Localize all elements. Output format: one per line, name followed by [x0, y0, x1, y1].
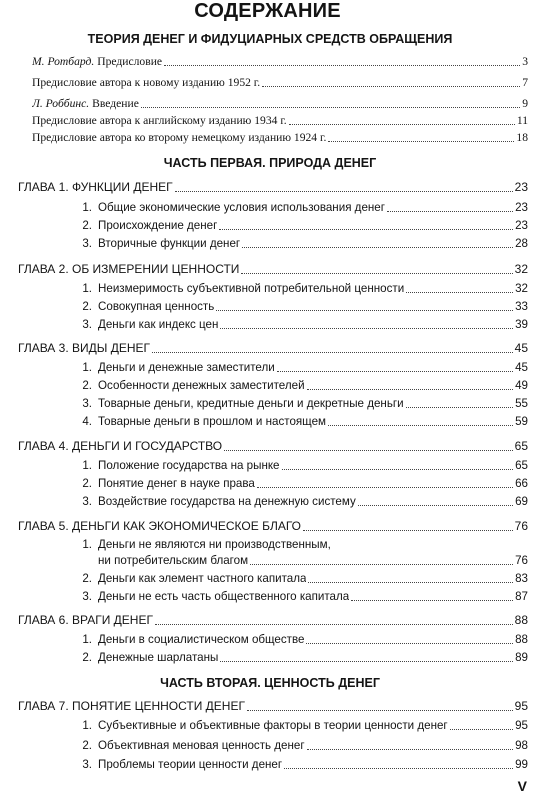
- intro-heading: ТЕОРИЯ ДЕНЕГ И ФИДУЦИАРНЫХ СРЕДСТВ ОБРАЩЕНИЯ: [87, 31, 453, 47]
- section-number: 2.: [82, 739, 92, 752]
- section-page: 28: [515, 237, 528, 250]
- section-page: 99: [515, 758, 528, 771]
- dot-leader: [250, 564, 513, 565]
- dot-leader: [141, 107, 520, 108]
- section-page: 59: [515, 415, 528, 428]
- section-entry[interactable]: [80, 378, 528, 393]
- section-entry[interactable]: [80, 476, 528, 491]
- section-page: 83: [515, 572, 528, 585]
- toc-entry[interactable]: [32, 130, 528, 145]
- chapter-title: ГЛАВА 6. ВРАГИ ДЕНЕГ: [18, 613, 153, 627]
- section-page: 39: [515, 318, 528, 331]
- entry-text: Предисловие: [94, 55, 163, 68]
- part-heading: ЧАСТЬ ВТОРАЯ. ЦЕННОСТЬ ДЕНЕГ: [160, 675, 380, 691]
- section-number: 3.: [82, 758, 92, 771]
- chapter-title: ГЛАВА 4. ДЕНЬГИ И ГОСУДАРСТВО: [18, 439, 223, 453]
- chapter-page: 95: [514, 699, 528, 713]
- toc-entry[interactable]: [32, 96, 528, 111]
- section-page: 32: [515, 282, 528, 295]
- section-entry[interactable]: [80, 571, 528, 586]
- section-text: Воздействие государства на денежную систему: [98, 495, 356, 508]
- chapter-title: ГЛАВА 5. ДЕНЬГИ КАК ЭКОНОМИЧЕСКОЕ БЛАГО: [18, 519, 301, 533]
- section-page: 88: [515, 633, 528, 646]
- dot-leader: [247, 710, 513, 711]
- section-number: 1.: [82, 282, 92, 295]
- section-entry[interactable]: [80, 317, 528, 332]
- page-title: СОДЕРЖАНИЕ: [194, 0, 341, 22]
- dot-leader: [358, 505, 513, 506]
- dot-leader: [219, 229, 513, 230]
- entry-page: 3: [522, 55, 528, 68]
- chapter-entry[interactable]: [18, 519, 528, 534]
- section-page: 45: [515, 361, 528, 374]
- section-page: 23: [515, 219, 528, 232]
- chapter-entry[interactable]: [18, 180, 528, 195]
- dot-leader: [308, 582, 513, 583]
- section-text: Происхождение денег: [98, 219, 218, 232]
- section-page: 87: [515, 590, 528, 603]
- entry-author: М. Ротбард.: [32, 55, 95, 68]
- section-entry[interactable]: [80, 632, 528, 647]
- dot-leader: [242, 247, 513, 248]
- dot-leader: [220, 661, 513, 662]
- section-text: Деньги как индекс цен: [98, 318, 219, 331]
- section-entry[interactable]: [80, 396, 528, 411]
- section-entry[interactable]: [80, 299, 528, 314]
- section-entry[interactable]: [80, 757, 528, 772]
- section-text: Субъективные и объективные факторы в теории ценности денег: [98, 719, 448, 732]
- dot-leader: [155, 624, 513, 625]
- section-text: Особенности денежных заместителей: [98, 379, 305, 392]
- section-entry-line1[interactable]: [82, 537, 331, 552]
- section-number: 1.: [82, 719, 92, 732]
- section-page: 49: [515, 379, 528, 392]
- section-number: 4.: [82, 415, 92, 428]
- part-heading: ЧАСТЬ ПЕРВАЯ. ПРИРОДА ДЕНЕГ: [163, 155, 377, 171]
- entry-text: Предисловие автора к английскому изданию 1934 г.: [32, 114, 287, 127]
- section-entry[interactable]: [80, 281, 528, 296]
- section-text: Общие экономические условия использования денег: [98, 201, 385, 214]
- dot-leader: [450, 729, 513, 730]
- dot-leader: [216, 310, 513, 311]
- dot-leader: [307, 389, 514, 390]
- section-page: 65: [515, 459, 528, 472]
- chapter-entry[interactable]: [18, 439, 528, 454]
- section-number: 3.: [82, 318, 92, 331]
- entry-author: Л. Роббинс.: [32, 97, 90, 110]
- dot-leader: [220, 328, 513, 329]
- dot-leader: [306, 643, 513, 644]
- toc-entry[interactable]: [32, 75, 528, 90]
- chapter-entry[interactable]: [18, 613, 528, 628]
- section-text: Деньги в социалистическом обществе: [98, 633, 305, 646]
- section-entry[interactable]: [80, 650, 528, 665]
- chapter-page: 65: [514, 439, 528, 453]
- entry-text: Предисловие автора ко второму немецкому изданию 1924 г.: [32, 131, 327, 144]
- section-text: Объективная меновая ценность денег: [98, 739, 305, 752]
- dot-leader: [406, 292, 513, 293]
- section-number: 2.: [82, 300, 92, 313]
- dot-leader: [307, 749, 514, 750]
- section-text: Товарные деньги, кредитные деньги и декретные деньги: [98, 397, 404, 410]
- section-entry[interactable]: [80, 414, 528, 429]
- section-text: Деньги не есть часть общественного капитала: [98, 590, 350, 603]
- chapter-entry[interactable]: [18, 699, 528, 714]
- section-text-continued: ни потребительским благом: [98, 554, 249, 567]
- dot-leader: [241, 273, 512, 274]
- entry-page: 7: [522, 76, 528, 89]
- toc-entry[interactable]: [32, 54, 528, 69]
- section-number: 1.: [82, 201, 92, 214]
- entry-page: 9: [522, 97, 528, 110]
- section-entry[interactable]: [80, 236, 528, 251]
- section-text: Деньги как элемент частного капитала: [98, 572, 307, 585]
- dot-leader: [262, 86, 520, 87]
- section-page: 95: [515, 719, 528, 732]
- entry-page: 18: [516, 131, 528, 144]
- section-number: 2.: [82, 572, 92, 585]
- dot-leader: [257, 487, 513, 488]
- section-text: Проблемы теории ценности денег: [98, 758, 283, 771]
- section-entry[interactable]: [80, 218, 528, 233]
- chapter-title: ГЛАВА 2. ОБ ИЗМЕРЕНИИ ЦЕННОСТИ: [18, 262, 240, 276]
- section-page: 55: [515, 397, 528, 410]
- section-page: 69: [515, 495, 528, 508]
- dot-leader: [303, 530, 513, 531]
- section-text: Неизмеримость субъективной потребительной ценности: [98, 282, 405, 295]
- section-text: Деньги и денежные заместители: [98, 361, 275, 374]
- chapter-entry[interactable]: [18, 341, 528, 356]
- chapter-entry[interactable]: [18, 262, 528, 277]
- section-number: 2.: [82, 651, 92, 664]
- section-number: 1.: [82, 459, 92, 472]
- section-text: Товарные деньги в прошлом и настоящем: [98, 415, 327, 428]
- section-entry[interactable]: [80, 718, 528, 733]
- dot-leader: [224, 450, 513, 451]
- chapter-title: ГЛАВА 3. ВИДЫ ДЕНЕГ: [18, 341, 150, 355]
- section-entry[interactable]: [80, 589, 528, 604]
- chapter-page: 88: [514, 613, 528, 627]
- entry-text: Предисловие автора к новому изданию 1952 г.: [32, 76, 261, 89]
- section-entry[interactable]: [80, 200, 528, 215]
- toc-entry[interactable]: [32, 113, 528, 128]
- section-text: Вторичные функции денег: [98, 237, 241, 250]
- section-number: 3.: [82, 495, 92, 508]
- chapter-title: ГЛАВА 7. ПОНЯТИЕ ЦЕННОСТИ ДЕНЕГ: [18, 699, 245, 713]
- page-number: V: [517, 778, 527, 794]
- section-page: 89: [515, 651, 528, 664]
- chapter-page: 76: [514, 519, 528, 533]
- dot-leader: [387, 211, 513, 212]
- dot-leader: [328, 141, 514, 142]
- section-number: 2.: [82, 219, 92, 232]
- dot-leader: [328, 425, 513, 426]
- section-page: 23: [515, 201, 528, 214]
- section-page: 98: [515, 739, 528, 752]
- dot-leader: [284, 768, 513, 769]
- section-entry[interactable]: [80, 360, 528, 375]
- dot-leader: [277, 371, 513, 372]
- section-number: 3.: [82, 237, 92, 250]
- dot-leader: [164, 65, 520, 66]
- section-page: 66: [515, 477, 528, 490]
- chapter-page: 45: [514, 341, 528, 355]
- chapter-page: 23: [514, 180, 528, 194]
- entry-text: Введение: [89, 97, 139, 110]
- section-text: Положение государства на рынке: [98, 459, 280, 472]
- dot-leader: [351, 600, 513, 601]
- section-number: 1.: [82, 538, 92, 551]
- dot-leader: [282, 469, 514, 470]
- section-entry[interactable]: [80, 553, 528, 568]
- section-number: 3.: [82, 590, 92, 603]
- section-page: 76: [515, 554, 528, 567]
- section-number: 2.: [82, 379, 92, 392]
- section-number: 1.: [82, 633, 92, 646]
- section-page: 33: [515, 300, 528, 313]
- section-number: 3.: [82, 397, 92, 410]
- section-text: Совокупная ценность: [98, 300, 215, 313]
- section-entry[interactable]: [80, 738, 528, 753]
- section-text: Деньги не являются ни производственным,: [98, 538, 331, 551]
- dot-leader: [289, 124, 515, 125]
- entry-page: 11: [516, 114, 528, 127]
- chapter-title: ГЛАВА 1. ФУНКЦИИ ДЕНЕГ: [18, 180, 173, 194]
- section-entry[interactable]: [80, 458, 528, 473]
- section-text: Понятие денег в науке права: [98, 477, 255, 490]
- section-number: 1.: [82, 361, 92, 374]
- dot-leader: [175, 191, 513, 192]
- dot-leader: [406, 407, 514, 408]
- dot-leader: [152, 352, 513, 353]
- section-entry[interactable]: [80, 494, 528, 509]
- section-text: Денежные шарлатаны: [98, 651, 219, 664]
- section-number: 2.: [82, 477, 92, 490]
- chapter-page: 32: [514, 262, 528, 276]
